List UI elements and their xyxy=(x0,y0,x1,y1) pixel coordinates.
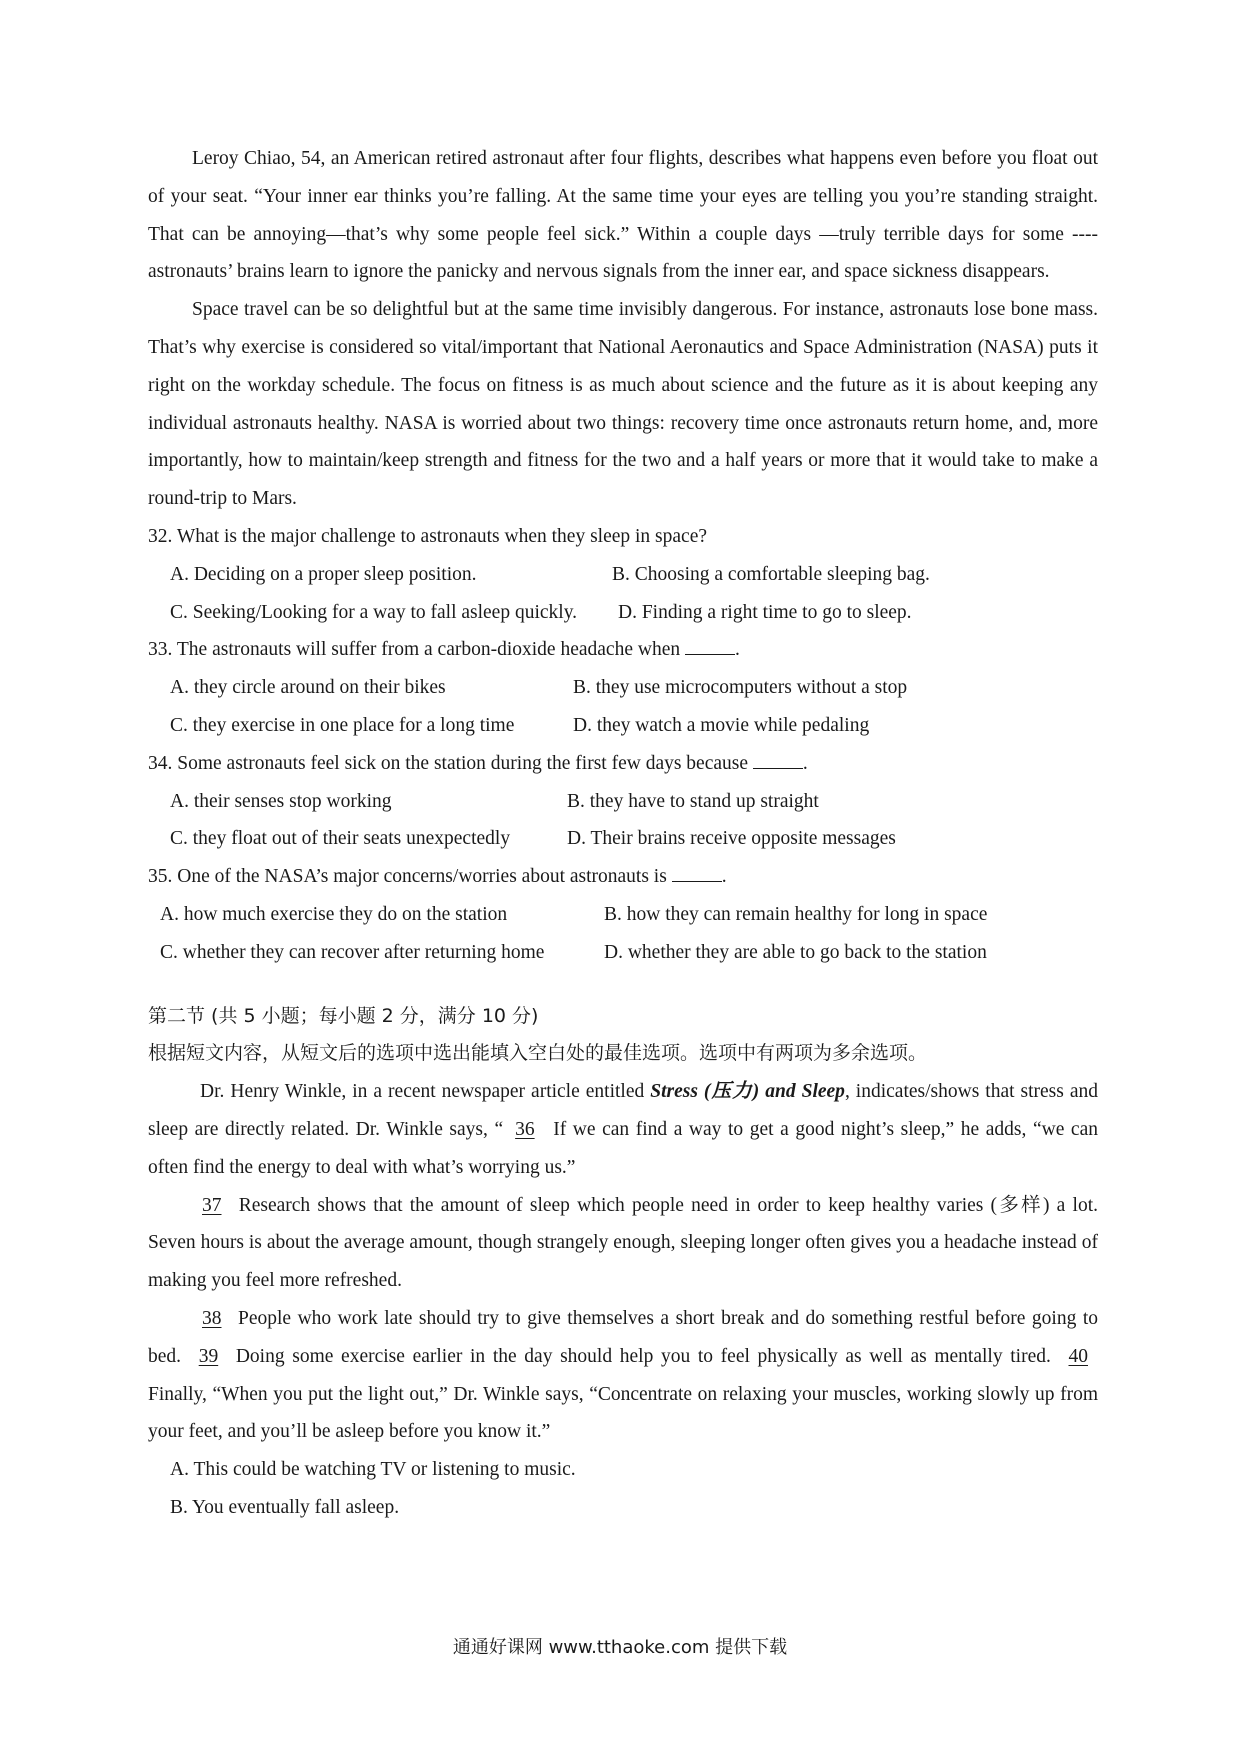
question-32-option-a: A. Deciding on a proper sleep position. xyxy=(170,563,477,585)
question-33-option-b: B. they use microcomputers without a stop xyxy=(573,677,908,699)
option-a: A. This could be watching TV or listening to music. xyxy=(170,1459,576,1481)
question-32-option-c: C. Seeking/Looking for a way to fall asleep quickly. xyxy=(170,601,578,623)
question-35-option-a: A. how much exercise they do on the station xyxy=(160,903,508,925)
article-title: Stress (压力) and Sleep xyxy=(650,1081,845,1103)
question-33-option-c: C. they exercise in one place for a long time xyxy=(170,714,515,736)
option-b: B. You eventually fall asleep. xyxy=(170,1496,400,1518)
question-32-options-row-1 xyxy=(148,556,1098,594)
question-35-stem: 35. One of the NASA’s major concerns/worries about astronauts is . xyxy=(148,866,727,888)
page-footer: 通通好课网 www.tthaoke.com 提供下载 xyxy=(452,1637,788,1658)
question-34-stem: 34. Some astronauts feel sick on the station during the first few days because . xyxy=(148,752,808,774)
section-2-heading: 第二节 (共 5 小题；每小题 2 分，满分 10 分) xyxy=(148,1004,539,1027)
section-2-paragraph-3: 38 People who work late should try to give themselves a short break and do something restful before going to bed. 39 Doing some exercise earlier in the day should help you to feel physically as well as mentally tired. 40 Finally, “When you put the light out,” Dr. Winkle says, “Concentrate on relaxing your muscles, working slowly up from your feet, and you’ll be asleep before you know it.” xyxy=(148,1300,1098,1451)
blank-39: 39 xyxy=(198,1345,219,1367)
question-32-options-row-2 xyxy=(148,594,1098,632)
question-32-stem: 32. What is the major challenge to astronauts when they sleep in space? xyxy=(148,525,708,547)
blank-37: 37 xyxy=(202,1194,222,1216)
section-2-paragraph-2: 37 Research shows that the amount of sleep which people need in order to keep healthy varies (多样) a lot. Seven hours is about the average amount, though strangely enough, sleeping longer often gives you a headache instead of making you feel more refreshed. xyxy=(148,1187,1098,1300)
question-34-option-c: C. they float out of their seats unexpectedly xyxy=(170,828,511,850)
passage-paragraph-2: Space travel can be so delightful but at the same time invisibly dangerous. For instance, astronauts lose bone mass. That’s why exercise is considered so vital/important that National Aeronautics and Space Administration (NASA) puts it right on the workday schedule. The focus on fitness is as much about science and the future as it is about keeping any individual astronauts healthy. NASA is worried about two things: recovery time once astronauts return home, and, more importantly, how to maintain/keep strength and fitness for the two and a half years or more that it would take to make a round-trip to Mars. xyxy=(148,299,1098,510)
question-33-options-row-2 xyxy=(148,707,1098,745)
question-33-options-row-1 xyxy=(148,669,1098,707)
blank-38: 38 xyxy=(202,1307,222,1329)
question-33-stem: 33. The astronauts will suffer from a carbon-dioxide headache when . xyxy=(148,639,740,661)
question-35-option-b: B. how they can remain healthy for long in space xyxy=(604,903,988,925)
question-33-option-d: D. they watch a movie while pedaling xyxy=(573,714,870,736)
answer-blank xyxy=(753,768,803,769)
question-32-option-b: B. Choosing a comfortable sleeping bag. xyxy=(612,563,930,585)
blank-36: 36 xyxy=(515,1118,535,1140)
section-2-instruction: 根据短文内容，从短文后的选项中选出能填入空白处的最佳选项。选项中有两项为多余选项。 xyxy=(148,1042,928,1065)
question-34-option-a: A. their senses stop working xyxy=(170,790,392,812)
question-35-option-c: C. whether they can recover after returning home xyxy=(160,941,545,963)
passage-paragraph-1: Leroy Chiao, 54, an American retired astronaut after four flights, describes what happens even before you float out of your seat. “Your inner ear thinks you’re falling. At the same time your eyes are telling you you’re standing straight. That can be annoying—that’s why some people feel sick.” Within a couple days —truly terrible days for some ---- astronauts’ brains learn to ignore the panicky and nervous signals from the inner ear, and space sickness disappears. xyxy=(148,148,1098,283)
question-33-option-a: A. they circle around on their bikes xyxy=(170,677,446,699)
question-32-option-d: D. Finding a right time to go to sleep. xyxy=(618,601,912,623)
question-34-options-row-1 xyxy=(148,783,1098,821)
answer-blank xyxy=(685,654,735,655)
document-page xyxy=(148,140,1098,1527)
section-2-paragraph-1: Dr. Henry Winkle, in a recent newspaper article entitled Stress (压力) and Sleep, indicates/shows that stress and sleep are directly related. Dr. Winkle says, “ 36 If we can find a way to get a good night’s sleep,” he adds, “we can often find the energy to deal with what’s worrying us.” xyxy=(148,1081,1099,1178)
question-34-option-b: B. they have to stand up straight xyxy=(567,790,819,812)
answer-blank xyxy=(672,881,722,882)
question-34-options-row-2 xyxy=(148,820,1098,858)
section-gap xyxy=(148,972,1098,998)
question-35-option-d: D. whether they are able to go back to the station xyxy=(604,941,987,963)
question-35-options-row-2 xyxy=(148,934,1098,972)
question-35-options-row-1 xyxy=(148,896,1098,934)
blank-40: 40 xyxy=(1068,1345,1088,1367)
question-34-option-d: D. Their brains receive opposite messages xyxy=(567,828,896,850)
